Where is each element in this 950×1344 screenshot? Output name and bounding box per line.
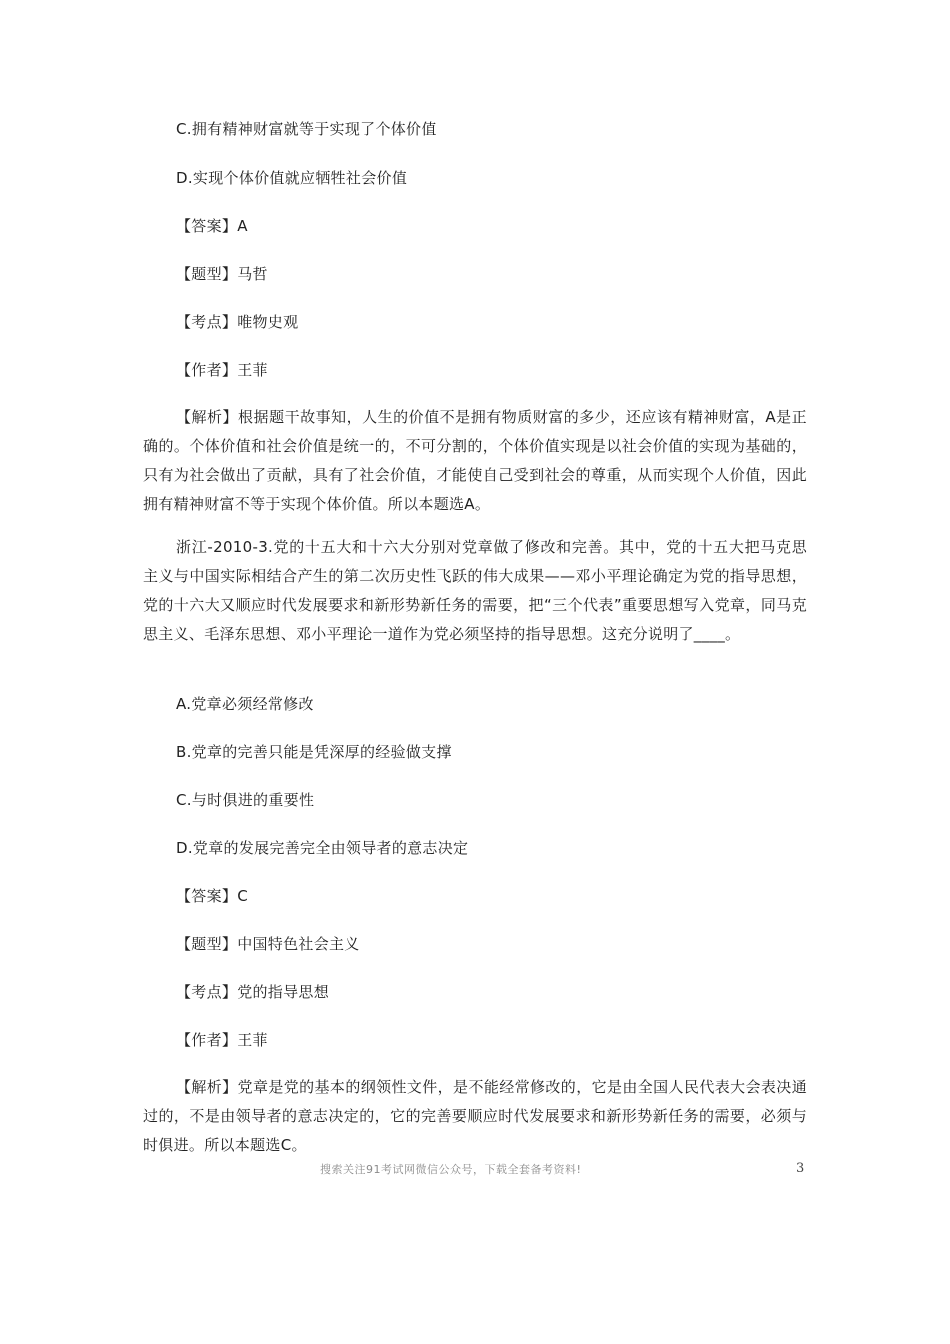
q2-answer: 【答案】C <box>176 887 248 905</box>
q1-author: 【作者】王菲 <box>176 361 268 379</box>
q1-option-d: D.实现个体价值就应牺牲社会价值 <box>176 169 408 187</box>
q1-type: 【题型】马哲 <box>176 265 268 283</box>
q2-option-a: A.党章必须经常修改 <box>176 695 314 713</box>
q2-option-b: B.党章的完善只能是凭深厚的经验做支撑 <box>176 743 452 761</box>
q1-point: 【考点】唯物史观 <box>176 313 299 331</box>
q2-point: 【考点】党的指导思想 <box>176 983 330 1001</box>
q2-option-c: C.与时俱进的重要性 <box>176 791 315 809</box>
q1-option-c: C.拥有精神财富就等于实现了个体价值 <box>176 120 437 138</box>
q2-option-d: D.党章的发展完善完全由领导者的意志决定 <box>176 839 469 857</box>
q2-stem: 浙江-2010-3.党的十五大和十六大分别对党章做了修改和完善。其中，党的十五大把马克思主义与中国实际相结合产生的第二次历史性飞跃的伟大成果——邓小平理论确定为党的指导思想，党的十六大又顺应时代发展要求和新形势新任务的需要，把“三个代表”重要思想写入党章，同马克思主义、毛泽东思想、邓小平理论一道作为党必须坚持的指导思想。这充分说明了____。 <box>143 538 807 643</box>
page-number: 3 <box>796 1161 805 1176</box>
q1-answer: 【答案】A <box>176 217 248 235</box>
q2-type: 【题型】中国特色社会主义 <box>176 935 360 953</box>
footer-promo-text: 搜索关注91考试网微信公众号，下载全套备考资料! <box>320 1163 582 1176</box>
q1-analysis: 【解析】根据题干故事知，人生的价值不是拥有物质财富的多少，还应该有精神财富，A是正确的。个体价值和社会价值是统一的，不可分割的，个体价值实现是以社会价值的实现为基础的，只有为社会做出了贡献，具有了社会价值，才能使自己受到社会的尊重，从而实现个人价值，因此拥有精神财富不等于实现个体价值。所以本题选A。 <box>143 408 807 513</box>
q2-author: 【作者】王菲 <box>176 1031 268 1049</box>
q2-analysis: 【解析】党章是党的基本的纲领性文件，是不能经常修改的，它是由全国人民代表大会表决通过的，不是由领导者的意志决定的，它的完善要顺应时代发展要求和新形势新任务的需要，必须与时俱进。所以本题选C。 <box>143 1078 807 1154</box>
